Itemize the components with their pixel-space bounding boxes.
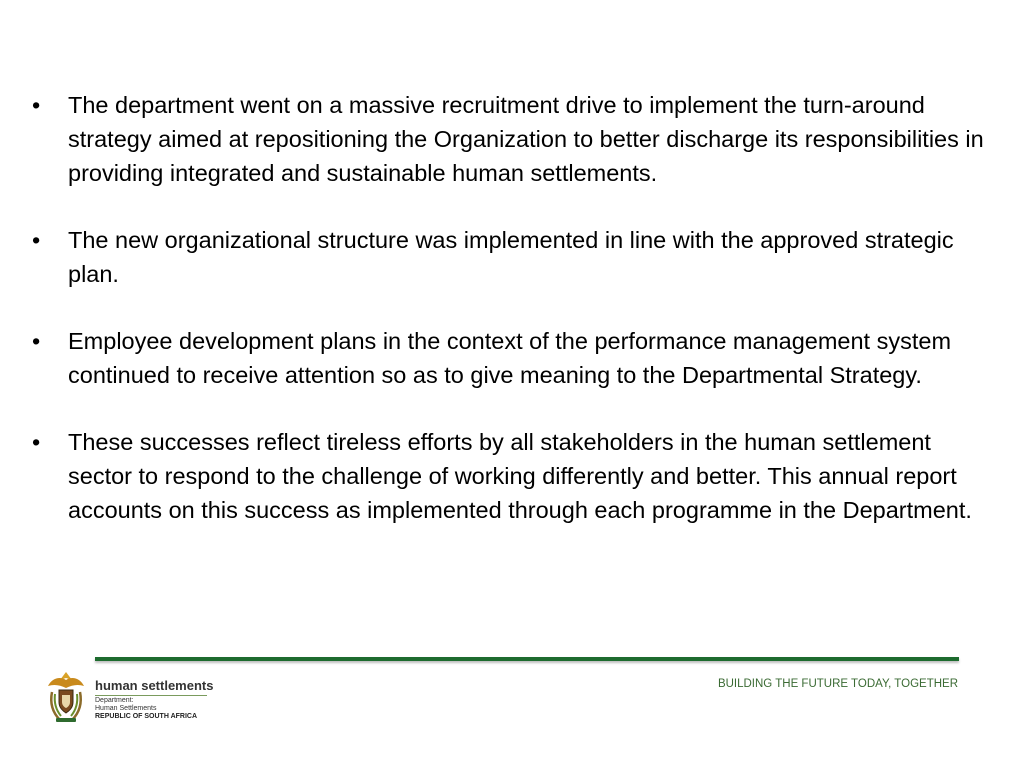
coat-of-arms-icon xyxy=(42,668,90,726)
footer-tagline: BUILDING THE FUTURE TODAY, TOGETHER xyxy=(717,678,958,690)
brand-department-label: Department: xyxy=(95,697,134,704)
bullet-item xyxy=(32,425,992,527)
bullet-dot: • xyxy=(32,328,41,354)
footer-divider xyxy=(95,657,959,661)
brand-country: REPUBLIC OF SOUTH AFRICA xyxy=(95,713,198,720)
bullet-text: Employee development plans in the context of the performance management system continued to receive attention so as to give meaning to the Departmental Strategy. xyxy=(68,328,952,388)
bullet-text: The new organizational structure was implemented in line with the approved strategic plan. xyxy=(68,227,954,287)
bullet-text: The department went on a massive recruitment drive to implement the turn-around strategy aimed at repositioning the Organization to better discharge its responsibilities in providing integrated and sustainable human settlements. xyxy=(68,92,984,186)
brand-divider xyxy=(95,695,207,696)
bullet-text: These successes reflect tireless efforts by all stakeholders in the human settlement sector to respond to the challenge of working differently and better. This annual report accounts on this success as implemented through each programme in the Department. xyxy=(68,429,972,523)
brand-title: human settlements xyxy=(95,678,214,693)
bullet-item xyxy=(32,88,992,190)
bullet-dot: • xyxy=(32,429,41,455)
bullet-list xyxy=(32,88,992,560)
bullet-dot: • xyxy=(32,92,41,118)
bullet-item xyxy=(32,324,992,392)
bullet-dot: • xyxy=(32,227,41,253)
brand-block xyxy=(95,678,213,721)
bullet-item xyxy=(32,223,992,291)
brand-department-name: Human Settlements xyxy=(95,705,157,712)
